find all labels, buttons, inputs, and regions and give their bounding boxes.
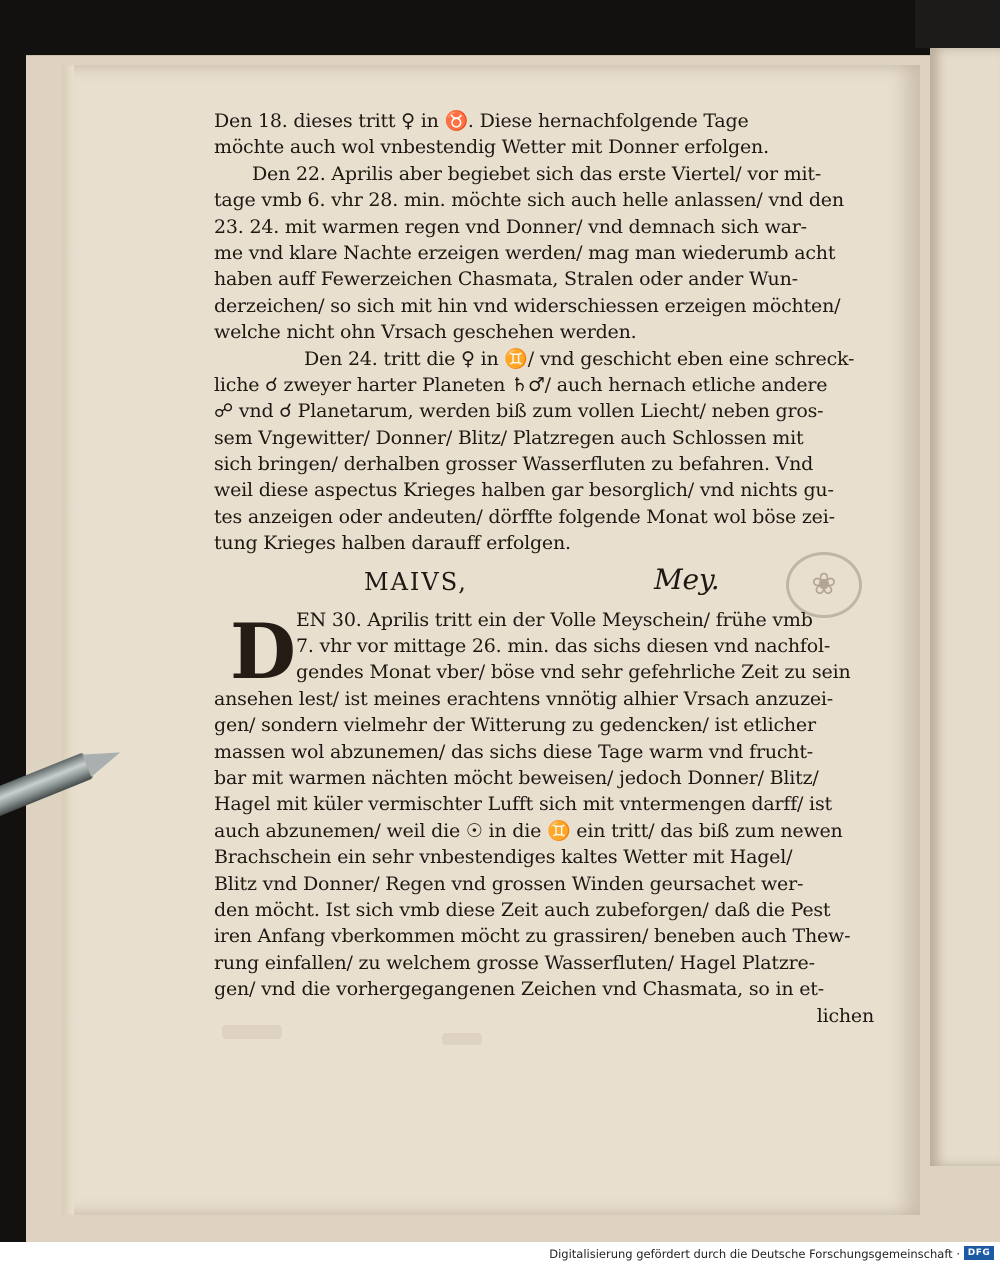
text-line: auch abzunemen/ weil die ☉ in die ♊ ein tritt/ das biß zum newen	[214, 819, 843, 842]
text-line: tung Krieges halben darauff erfolgen.	[214, 532, 571, 555]
text-line: derzeichen/ so sich mit hin vnd widerschiessen erzeigen möchten/	[214, 294, 841, 317]
funding-credit	[549, 1247, 960, 1261]
text-line: liche ☌ zweyer harter Planeten ♄♂/ auch hernach etliche andere	[214, 373, 828, 396]
text-line: Hagel mit küler vermischter Lufft sich mit vntermengen darff/ ist	[214, 793, 832, 816]
text-line: tage vmb 6. vhr 28. min. möchte sich auch helle anlassen/ vnd den	[214, 189, 844, 212]
scan-top-edge	[915, 0, 1000, 48]
text-line: gen/ sondern vielmehr der Witterung zu gedencken/ ist etlicher	[214, 714, 816, 737]
ornament-stamp: ❀	[786, 552, 862, 618]
text-line: Den 24. tritt die ♀ in ♊/ vnd geschicht eben eine schreck-	[304, 347, 855, 370]
month-heading	[214, 563, 874, 607]
funding-credit-text: Digitalisierung gefördert durch die Deutsche Forschungsgemeinschaft	[549, 1247, 953, 1261]
text-line: ansehen lest/ ist meines erachtens vnnötig alhier Vrsach anzuzei-	[214, 687, 834, 710]
text-line: weil diese aspectus Krieges halben gar besorglich/ vnd nichts gu-	[214, 479, 834, 502]
catchword: lichen	[816, 1004, 874, 1027]
text-line: welche nicht ohn Vrsach geschehen werden.	[214, 321, 637, 344]
pen-tip	[82, 741, 124, 777]
text-line: sem Vngewitter/ Donner/ Blitz/ Platzregen auch Schlossen mit	[214, 426, 804, 449]
footer-bar	[0, 1242, 1000, 1265]
text-line: Brachschein ein sehr vnbestendiges kaltes Wetter mit Hagel/	[214, 846, 793, 869]
text-line: möchte auch wol vnbestendig Wetter mit Donner erfolgen.	[214, 136, 769, 159]
bleed-through-mark	[442, 1033, 482, 1045]
facing-page-edge	[930, 48, 1000, 1166]
heading-latin: MAIVS,	[364, 567, 468, 596]
heading-german: Mey.	[654, 562, 720, 596]
page-text-block	[214, 108, 874, 1029]
text-line: me vnd klare Nachte erzeigen werden/ mag man wiederumb acht	[214, 241, 836, 264]
text-line: Den 18. dieses tritt ♀ in ♉. Diese hernachfolgende Tage	[214, 110, 749, 132]
text-line: haben auff Fewerzeichen Chasmata, Stralen oder ander Wun-	[214, 268, 798, 291]
text-line: iren Anfang vberkommen möcht zu grassiren/ beneben auch Thew-	[214, 925, 851, 948]
text-line: tes anzeigen oder andeuten/ dörffte folgende Monat wol böse zei-	[214, 505, 835, 528]
text-line: gen/ vnd die vorhergegangenen Zeichen vnd Chasmata, so in et-	[214, 978, 824, 1001]
text-line: Blitz vnd Donner/ Regen vnd grossen Winden geursachet wer-	[214, 872, 804, 895]
footer-separator: ·	[956, 1247, 960, 1261]
text-line: den möcht. Ist sich vmb diese Zeit auch zubeforgen/ daß die Pest	[214, 898, 831, 921]
text-line: ☍ vnd ☌ Planetarum, werden biß zum vollen Liecht/ neben gros-	[214, 400, 824, 423]
text-line: bar mit warmen nächten möcht beweisen/ jedoch Donner/ Blitz/	[214, 766, 819, 789]
dfg-logo: DFG	[964, 1246, 994, 1260]
text-line: EN 30. Aprilis tritt ein der Volle Meyschein/ frühe vmb	[296, 608, 813, 631]
text-line: Den 22. Aprilis aber begiebet sich das erste Viertel/ vor mit-	[252, 162, 822, 185]
text-line: sich bringen/ derhalben grosser Wasserfluten zu befahren. Vnd	[214, 453, 814, 476]
text-line: gendes Monat vber/ böse vnd sehr gefehrliche Zeit zu sein	[296, 661, 851, 684]
text-line: 23. 24. mit warmen regen vnd Donner/ vnd demnach sich war-	[214, 215, 807, 238]
text-line: 7. vhr vor mittage 26. min. das sichs diesen vnd nachfol-	[296, 635, 831, 658]
text-line: rung einfallen/ zu welchem grosse Wasserfluten/ Hagel Platzre-	[214, 951, 815, 974]
drop-cap-initial: D	[230, 607, 296, 696]
text-line: massen wol abzunemen/ das sichs diese Tage warm vnd frucht-	[214, 740, 813, 763]
